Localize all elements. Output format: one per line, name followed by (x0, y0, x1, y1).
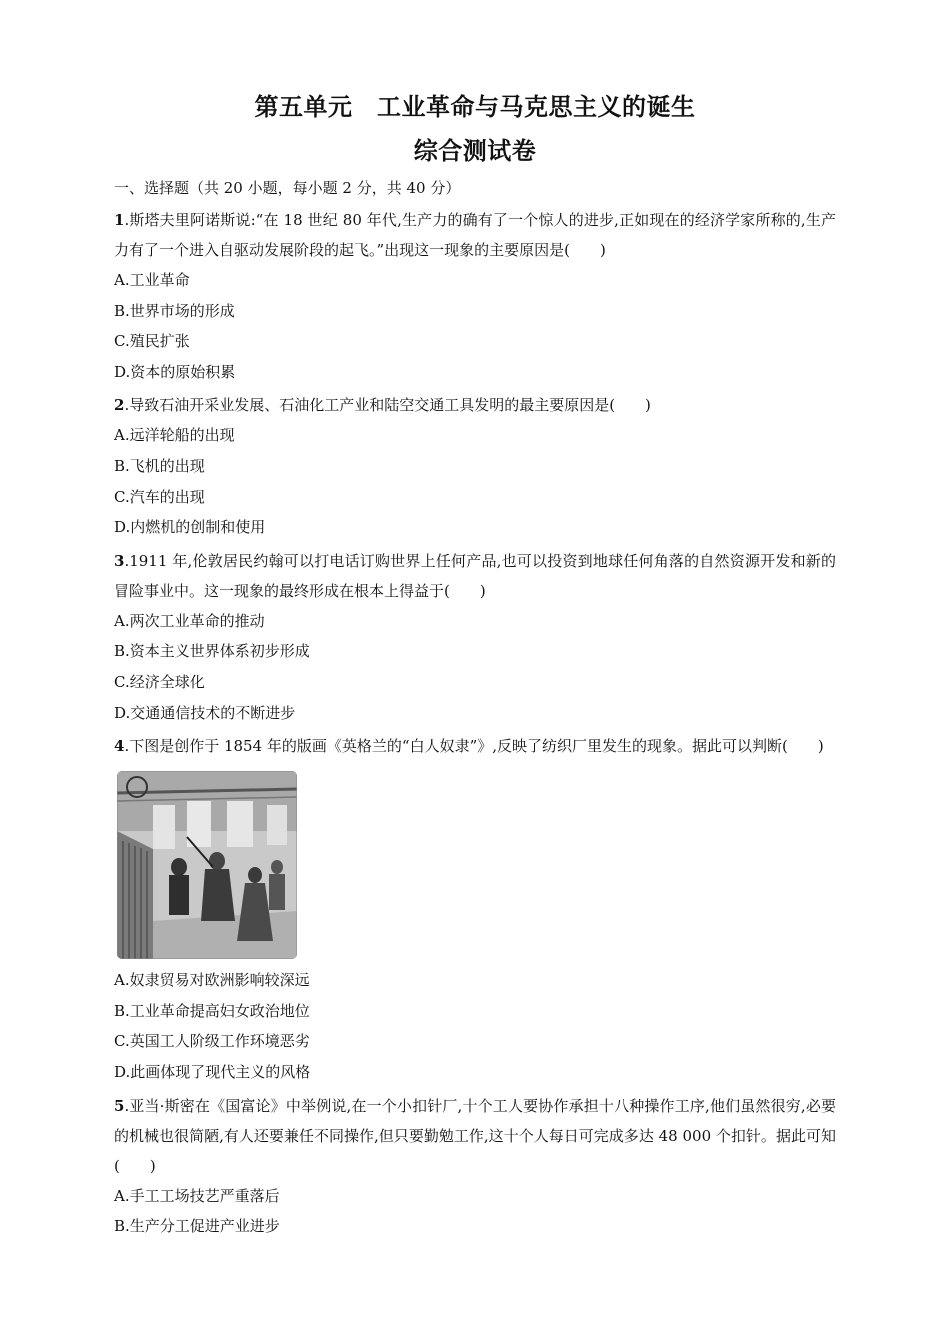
question-text: .1911 年,伦敦居民约翰可以打电话订购世界上任何产品,也可以投资到地球任何角落的自然资源开发和新的冒险事业中。这一现象的最终形成在根本上得益于( ) (114, 551, 836, 600)
question-text: .亚当·斯密在《国富论》中举例说,在一个小扣针厂,十个工人要协作承担十八种操作工序,他们虽然很穷,必要的机械也很简陋,有人还要兼任不同操作,但只要勤勉工作,这十个人每日可完成多达 48 000 个扣针。据此可知( ) (114, 1096, 836, 1175)
question-1 (114, 205, 836, 387)
option-b[interactable]: B.工业革命提高妇女政治地位 (114, 1001, 310, 1020)
option-b[interactable]: B.生产分工促进产业进步 (114, 1217, 280, 1236)
option-d[interactable]: D.内燃机的创制和使用 (114, 518, 266, 537)
option-a[interactable]: A.工业革命 (114, 271, 190, 289)
exam-content (114, 174, 836, 1242)
option-b[interactable]: B.世界市场的形成 (114, 301, 235, 320)
option-c[interactable]: C.汽车的出现 (114, 487, 205, 506)
option-d[interactable]: D.此画体现了现代主义的风格 (114, 1062, 311, 1081)
question-5 (114, 1091, 836, 1242)
option-b[interactable]: B.资本主义世界体系初步形成 (114, 642, 310, 661)
option-a[interactable]: A.两次工业革命的推动 (114, 611, 265, 630)
page-title: 第五单元 工业革命与马克思主义的诞生 (254, 93, 696, 121)
question-number: 1 (114, 211, 125, 229)
question-2 (114, 390, 836, 542)
option-b[interactable]: B.飞机的出现 (114, 456, 205, 475)
question-text: .导致石油开采业发展、石油化工产业和陆空交通工具发明的最主要原因是( ) (124, 396, 651, 415)
question-stem (114, 546, 836, 606)
option-a[interactable]: A.手工工场技艺严重落后 (114, 1186, 280, 1205)
option-d[interactable]: D.资本的原始积累 (114, 362, 236, 381)
question-stem (114, 731, 836, 761)
question-text: .斯塔夫里阿诺斯说:“在 18 世纪 80 年代,生产力的确有了一个惊人的进步,正如现在的经济学家所称的,生产力有了一个进入自驱动发展阶段的起飞。”出现这一现象的主要原因是( ) (114, 211, 836, 259)
engraving-illustration (117, 771, 297, 959)
question-number: 4 (114, 737, 125, 756)
question-stem (114, 1091, 836, 1181)
option-c[interactable]: C.英国工人阶级工作环境恶劣 (114, 1032, 310, 1051)
option-a[interactable]: A.远洋轮船的出现 (114, 426, 235, 445)
option-c[interactable]: C.经济全球化 (114, 672, 205, 691)
question-number: 3 (114, 551, 125, 570)
question-number: 5 (114, 1096, 125, 1115)
question-stem (114, 205, 836, 265)
page-subtitle: 综合测试卷 (413, 137, 537, 165)
factory-engraving-image (117, 771, 297, 959)
question-number: 2 (114, 396, 125, 415)
question-4 (114, 731, 836, 1087)
section-heading: 一、选择题（共 20 小题，每小题 2 分，共 40 分） (114, 179, 461, 197)
option-c[interactable]: C.殖民扩张 (114, 332, 190, 351)
question-text: .下图是创作于 1854 年的版画《英格兰的“白人奴隶”》,反映了纺织厂里发生的现象。据此可以判断( ) (124, 737, 824, 756)
option-a[interactable]: A.奴隶贸易对欧洲影响较深远 (114, 971, 310, 990)
question-3 (114, 546, 836, 728)
question-stem (114, 390, 836, 420)
option-d[interactable]: D.交通通信技术的不断进步 (114, 703, 296, 722)
